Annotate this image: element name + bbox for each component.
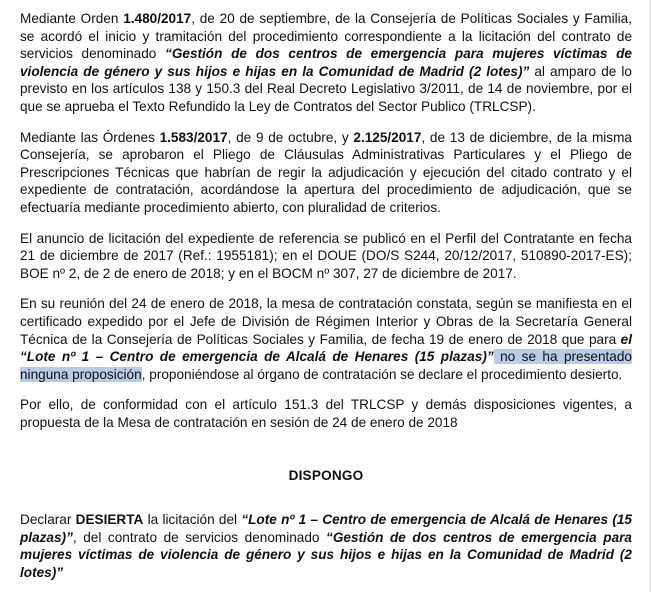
text-run: Mediante Orden xyxy=(20,11,124,26)
document-page xyxy=(20,0,632,581)
text-run: , de 20 de septiembre, de la Consejería de Políticas Sociales y Familia, se acordó el inicio y tramitación del procedimiento correspondiente a la licitación del contrato de servicios denominado xyxy=(20,11,632,62)
lot-title: el “Lote nº 1 – Centro de emergencia de Alcalá de Henares (15 plazas)” xyxy=(20,331,632,365)
text-run: Mediante las Órdenes xyxy=(20,129,160,145)
contract-title: “Gestión de dos centros de emergencia para mujeres víctimas de violencia de género y sus hijos e hijas en la Comunidad de Madrid (2 lotes)” xyxy=(20,529,632,580)
order-number: 1.583/2017 xyxy=(159,129,228,145)
paragraph-declarar xyxy=(20,511,632,581)
text-run: , de 9 de octubre, y xyxy=(227,129,354,145)
section-heading: DISPONGO xyxy=(288,468,364,484)
lot-title: “Lote nº 1 – Centro de emergencia de Alcalá de Henares (15 plazas)” xyxy=(20,512,632,545)
text-run: la licitación del xyxy=(143,512,242,528)
contract-title: “Gestión de dos centros de emergencia para mujeres víctimas de violencia de género y sus hijos e hijas en la Comunidad de Madrid (2 lotes)” xyxy=(20,46,632,79)
desierta-word: DESIERTA xyxy=(75,512,144,528)
order-number: 1.480/2017 xyxy=(123,11,192,26)
paragraph-reunion-mesa xyxy=(20,295,632,383)
paragraph-conformidad: Por ello, de conformidad con el artículo 151.3 del TRLCSP y demás disposiciones vigentes, a propuesta de la Mesa de contratación en sesión de 24 de enero de 2018 xyxy=(20,397,632,430)
paragraph-ordenes-pliegos xyxy=(20,129,632,217)
highlighted-text[interactable]: no se ha presentado ninguna proposición xyxy=(20,349,632,382)
text-run: Declarar xyxy=(20,512,76,528)
text-run: al amparo de lo previsto en los artículos 138 y 150.3 del Real Decreto Legislativo 3/2011, de 14 de noviembre, por el que se aprueba el Texto Refundido la Ley de Contratos del Sector Publico (TRLCSP). xyxy=(20,63,632,114)
paragraph-orden-inicio xyxy=(20,10,632,116)
text-run: , de 13 de diciembre, de la misma Consejería, se aprobaron el Pliego de Cláusulas Administrativas Particulares y el Pliego de Prescripciones Técnicas que habrían de regir la adjudicación y ejecución del citado contrato y el expediente de contratación, acordándose la apertura del procedimiento de adjudicación, que se efectuaría mediante procedimiento abierto, con pluralidad de criterios. xyxy=(20,129,632,215)
text-run: , proponiéndose al órgano de contratación se declare el procedimiento desierto. xyxy=(141,366,623,382)
text-run: , del contrato de servicios denominado xyxy=(72,529,327,545)
order-number: 2.125/2017 xyxy=(353,129,422,145)
paragraph-anuncio: El anuncio de licitación del expediente de referencia se publicó en el Perfil del Contratante en fecha 21 de diciembre de 2017 (Ref.: 1955181); en el DOUE (DO/S S244, 20/12/2017, 510890-2017-ES); BOE nº 2, de 2 de enero de 2018; y en el BOCM nº 307, 27 de diciembre de 2017. xyxy=(20,230,632,281)
text-run: En su reunión del 24 de enero de 2018, la mesa de contratación constata, según se manifiesta en el certificado expedido por el Jefe de División de Régimen Interior y Obras de la Secretaría General Técnica de la Consejería de Políticas Sociales y Familia, de fecha 19 de enero de 2018 que para xyxy=(20,296,632,347)
